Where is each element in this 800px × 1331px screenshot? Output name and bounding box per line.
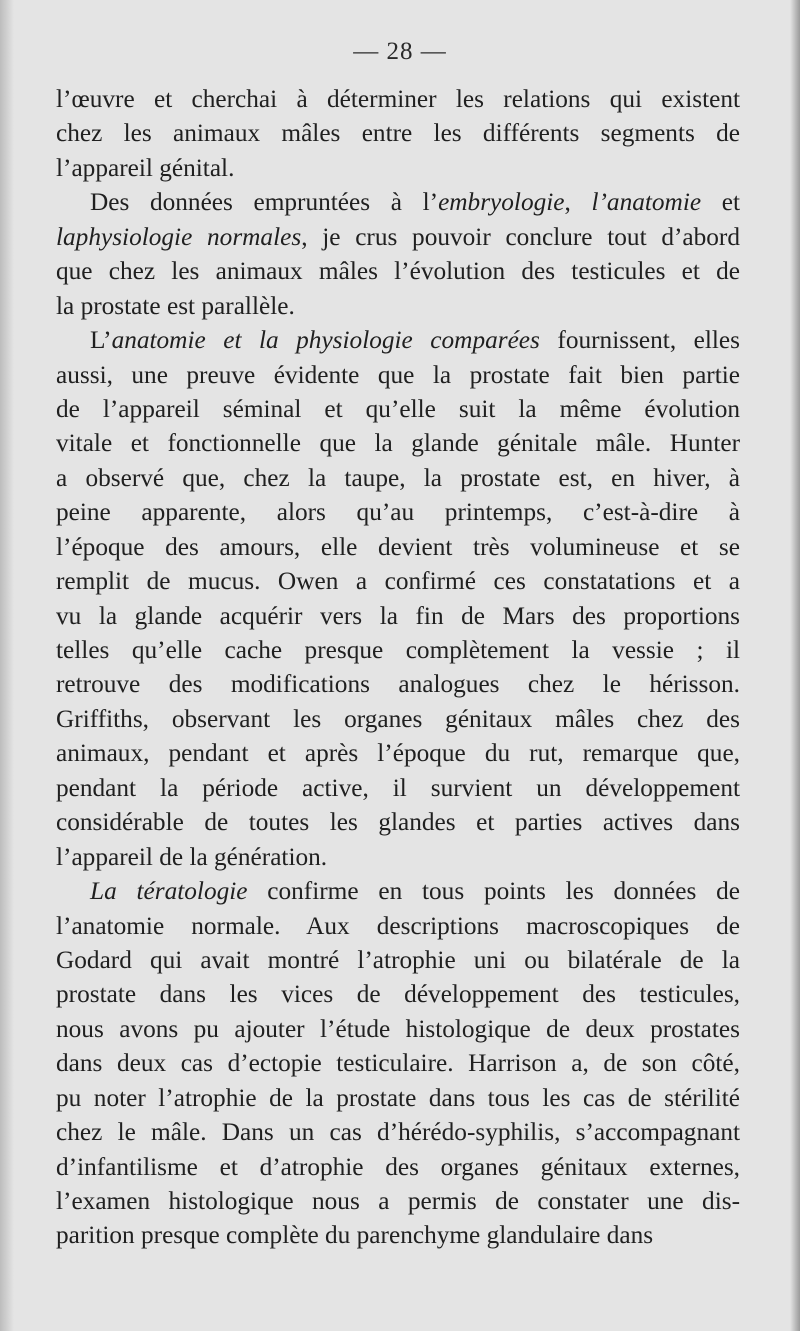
italic-run: anatomie et la physiologie comparées xyxy=(111,326,540,355)
text-run: L’ xyxy=(90,326,112,355)
text-run: l’époque des amours, elle devient très volumineuse et se xyxy=(56,532,740,561)
text-run: Griffiths, observant les organes génitaux mâles chez des xyxy=(56,704,740,733)
text-line xyxy=(56,736,740,770)
text-run: telles qu’elle cache presque complètement la vessie ; il xyxy=(56,636,740,664)
text-run: considérable de toutes les glandes et parties actives dans xyxy=(56,808,740,837)
text-run: l’examen histologique nous a permis de constater une dis- xyxy=(56,1187,740,1215)
text-run: la prostate est parallèle. xyxy=(56,291,295,320)
text-run: l’appareil de la génération. xyxy=(56,842,328,871)
text-line xyxy=(56,564,740,598)
text-run: dans deux cas d’ectopie testiculaire. Harrison a, de son côté, xyxy=(56,1049,740,1078)
text-run: fournissent, elles xyxy=(539,326,741,355)
text-line xyxy=(56,220,740,254)
text-run: retrouve des modifications analogues chez le hérisson. xyxy=(56,670,740,699)
text-line xyxy=(56,874,740,908)
italic-run: laphysiologie normales xyxy=(56,222,302,251)
text-line xyxy=(56,1046,740,1080)
text-run: confirme en tous points les données de xyxy=(247,877,740,906)
text-line xyxy=(56,289,740,323)
body-text xyxy=(56,82,740,1253)
text-line xyxy=(56,116,740,150)
text-line xyxy=(56,1115,740,1149)
text-run: remplit de mucus. Owen a confirmé ces constatations et a xyxy=(56,567,740,596)
text-run: , je crus pouvoir conclure tout d’abord xyxy=(301,222,740,251)
text-run: l’anatomie normale. Aux descriptions macroscopiques de xyxy=(56,911,740,940)
text-line xyxy=(56,1184,740,1218)
text-run: animaux, pendant et après l’époque du rut, remarque que, xyxy=(56,739,740,768)
text-line xyxy=(56,702,740,736)
text-line xyxy=(56,667,740,701)
text-run: chez les animaux mâles entre les différents segments de xyxy=(56,119,740,148)
text-line xyxy=(56,771,740,805)
text-run: , xyxy=(564,188,592,217)
text-run: parition presque complète du parenchyme glandulaire dans xyxy=(56,1221,654,1250)
text-run: d’infantilisme et d’atrophie des organes génitaux externes, xyxy=(56,1152,740,1181)
text-line xyxy=(56,461,740,495)
text-run: peine apparente, alors qu’au printemps, c’est-à-dire à xyxy=(56,498,740,527)
text-line xyxy=(56,185,740,219)
text-line xyxy=(56,943,740,977)
text-line xyxy=(56,323,740,357)
text-run: pendant la période active, il survient un développement xyxy=(56,773,740,802)
text-line xyxy=(56,392,740,426)
text-line xyxy=(56,909,740,943)
text-run: prostate dans les vices de développement des testicules, xyxy=(56,980,740,1009)
text-run: que chez les animaux mâles l’évolution des testicules et de xyxy=(56,257,740,286)
text-line xyxy=(56,358,740,392)
text-line xyxy=(56,840,740,874)
text-line xyxy=(56,1218,740,1252)
text-line xyxy=(56,1081,740,1115)
text-run: l’œuvre et cherchai à déterminer les relations qui existent xyxy=(56,85,740,113)
text-line xyxy=(56,426,740,460)
text-run: et xyxy=(701,188,740,217)
page-number: — 28 — xyxy=(353,38,447,65)
italic-run: l’anatomie xyxy=(591,188,702,217)
italic-run: La tératologie xyxy=(90,877,248,906)
text-run: nous avons pu ajouter l’étude histologique de deux prostates xyxy=(56,1014,740,1043)
text-line xyxy=(56,82,740,116)
text-run: vu la glande acquérir vers la fin de Mars des proportions xyxy=(56,601,740,630)
text-line xyxy=(56,151,740,185)
text-line xyxy=(56,530,740,564)
text-run: aussi, une preuve évidente que la prostate fait bien partie xyxy=(56,360,740,389)
text-line xyxy=(56,254,740,288)
text-line xyxy=(56,633,740,667)
text-run: Godard qui avait montré l’atrophie uni ou bilatérale de la xyxy=(56,945,740,974)
text-run: vitale et fonctionnelle que la glande génitale mâle. Hunter xyxy=(56,429,740,458)
text-line xyxy=(56,977,740,1011)
text-run: Des données empruntées à l’ xyxy=(90,188,439,217)
text-run: a observé que, chez la taupe, la prostate est, en hiver, à xyxy=(56,463,740,492)
text-line xyxy=(56,495,740,529)
text-line xyxy=(56,599,740,633)
text-line xyxy=(56,805,740,839)
text-line xyxy=(56,1012,740,1046)
italic-run: embryologie xyxy=(438,188,565,217)
text-run: chez le mâle. Dans un cas d’hérédo-syphilis, s’accompagnant xyxy=(56,1118,740,1147)
text-run: pu noter l’atrophie de la prostate dans tous les cas de stérilité xyxy=(56,1083,740,1112)
text-run: l’appareil génital. xyxy=(56,153,235,182)
text-line xyxy=(56,1150,740,1184)
text-run: de l’appareil séminal et qu’elle suit la même évolution xyxy=(56,394,740,423)
